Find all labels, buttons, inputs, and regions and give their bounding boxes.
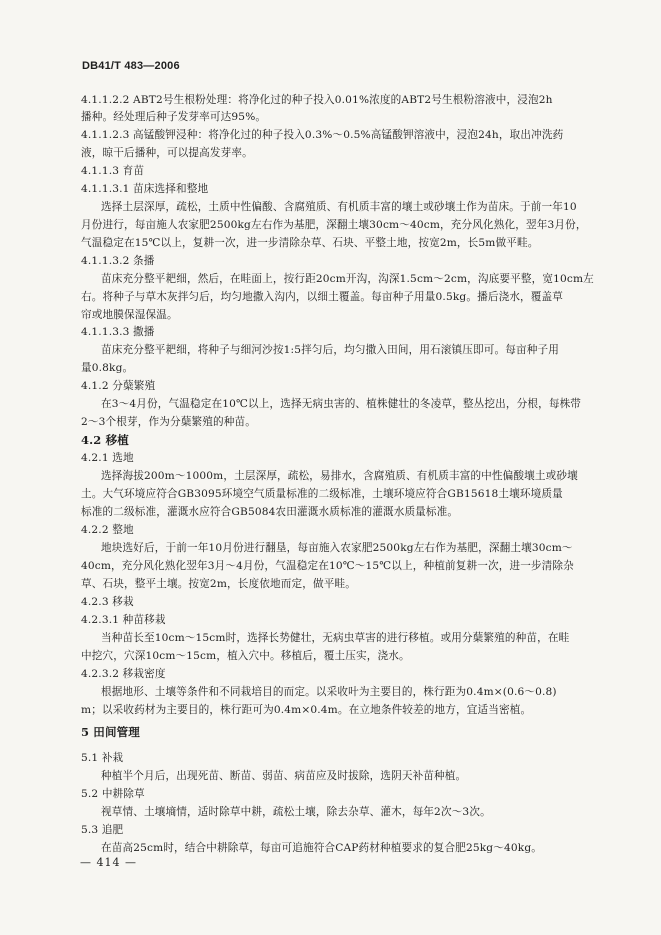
text-line: 2～3个根芽，作为分蘖繁殖的种苗。: [81, 416, 256, 428]
section-heading: 4.2.3.1 种苗移栽: [81, 614, 166, 626]
page-number: — 414 —: [80, 856, 137, 869]
section-heading: 4.1.1.3.3 撒播: [81, 326, 155, 338]
section-heading: 4.2 移植: [81, 433, 129, 447]
section-heading: 5.2 中耕除草: [81, 788, 145, 800]
text-line: 当种苗长至10cm～15cm时，选择长势健壮，无病虫草害的进行移植。或用分蘖繁殖的种苗，在畦: [101, 632, 570, 644]
text-line: 4.1.1.2.3 高锰酸钾浸种：将净化过的种子投入0.3%～0.5%高锰酸钾溶液中，浸泡24h，取出冲洗药: [81, 129, 564, 141]
text-line: 在苗高25cm时，结合中耕除草，每亩可追施符合CAP药材种植要求的复合肥25kg～40kg。: [101, 842, 543, 854]
document-header-id: DB41/T 483—2006: [82, 60, 180, 72]
section-heading: 4.1.1.3.2 条播: [81, 255, 155, 267]
section-heading: 4.2.3.2 移栽密度: [81, 668, 166, 680]
text-line: 在3～4月份，气温稳定在10℃以上，选择无病虫害的、植株健壮的冬凌草，整丛挖出，分根，每株带: [101, 398, 582, 410]
text-line: m；以采收药材为主要目的，株行距可为0.4m×0.4m。在立地条件较差的地方，宜适当密植。: [81, 704, 532, 716]
text-line: 根据地形、土壤等条件和不同栽培目的而定。以采收叶为主要目的，株行距为0.4m×(0.6～0.8): [101, 686, 557, 698]
section-heading: 4.1.1.3 育苗: [81, 165, 145, 177]
text-line: 右。将种子与草木灰拌匀后，均匀地撒入沟内，以细土覆盖。每亩种子用量0.5kg。播后浇水，覆盖草: [81, 291, 564, 303]
chapter-heading: 5 田间管理: [81, 725, 140, 739]
text-line: 40cm，充分风化熟化翌年3月～4月份，气温稳定在10℃～15℃以上，种植前复耕一次，进一步清除杂: [81, 560, 574, 572]
text-line: 月份进行，每亩施人农家肥2500kg左右作为基肥，深翻土壤30cm～40cm，充分风化熟化，翌年3月份，: [81, 219, 587, 231]
text-line: 视草情、土壤墒情，适时除草中耕，疏松土壤，除去杂草、灌木，每年2次～3次。: [101, 806, 491, 818]
section-heading: 5.1 补栽: [81, 752, 124, 764]
text-line: 量0.8kg。: [81, 362, 134, 374]
section-heading: 4.2.2 整地: [81, 524, 134, 536]
section-heading: 4.1.1.3.1 苗床选择和整地: [81, 183, 209, 195]
text-line: 选择土层深厚，疏松，土质中性偏酸、含腐殖质、有机质丰富的壤土或砂壤土作为苗床。于前一年10: [101, 201, 577, 213]
text-line: 气温稳定在15℃以上，复耕一次，进一步清除杂草、石块、平整土地，按宽2m，长5m做平畦。: [81, 237, 539, 249]
section-heading: 4.2.1 选地: [81, 452, 134, 464]
text-line: 苗床充分整平耙细，然后，在畦面上，按行距20cm开沟，沟深1.5cm～2cm，沟底要平整，宽10cm左: [101, 273, 594, 285]
text-line: 中挖穴，穴深10cm～15cm，植入穴中。移植后，覆土压实，浇水。: [81, 650, 410, 662]
text-line: 选择海拔200m～1000m，土层深厚，疏松，易排水，含腐殖质、有机质丰富的中性偏酸壤土或砂壤: [101, 470, 578, 482]
text-line: 4.1.1.2.2 ABT2号生根粉处理：将净化过的种子投入0.01%浓度的ABT2号生根粉溶液中，浸泡2h: [81, 94, 553, 106]
text-line: 种植半个月后，出现死苗、断苗、弱苗、病苗应及时拔除，选阴天补苗种植。: [101, 770, 467, 782]
text-line: 标准的二级标准，灌溉水应符合GB5084农田灌溉水质标准的灌溉水质量标准。: [81, 506, 459, 518]
section-heading: 4.2.3 移栽: [81, 596, 134, 608]
text-line: 草、石块，整平土壤。按宽2m，长度依地而定，做平畦。: [81, 578, 356, 590]
text-line: 帘或地膜保湿保温。: [81, 309, 178, 321]
section-heading: 5.3 追肥: [81, 824, 124, 836]
text-line: 地块选好后，于前一年10月份进行翻垦，每亩施入农家肥2500kg左右作为基肥，深翻土壤30cm～: [101, 542, 573, 554]
text-line: 苗床充分整平耙细，将种子与细河沙按1:5拌匀后，均匀撒入田间，用石滚镇压即可。每亩种子用: [101, 344, 559, 356]
text-line: 播种。经处理后种子发芽率可达95%。: [81, 111, 267, 123]
section-heading: 4.1.2 分蘖繁殖: [81, 380, 156, 392]
text-line: 液，晾干后播种，可以提高发芽率。: [81, 147, 253, 159]
text-line: 土。大气环境应符合GB3095环境空气质量标准的二级标准，土壤环境应符合GB15618土壤环境质量: [81, 488, 563, 500]
